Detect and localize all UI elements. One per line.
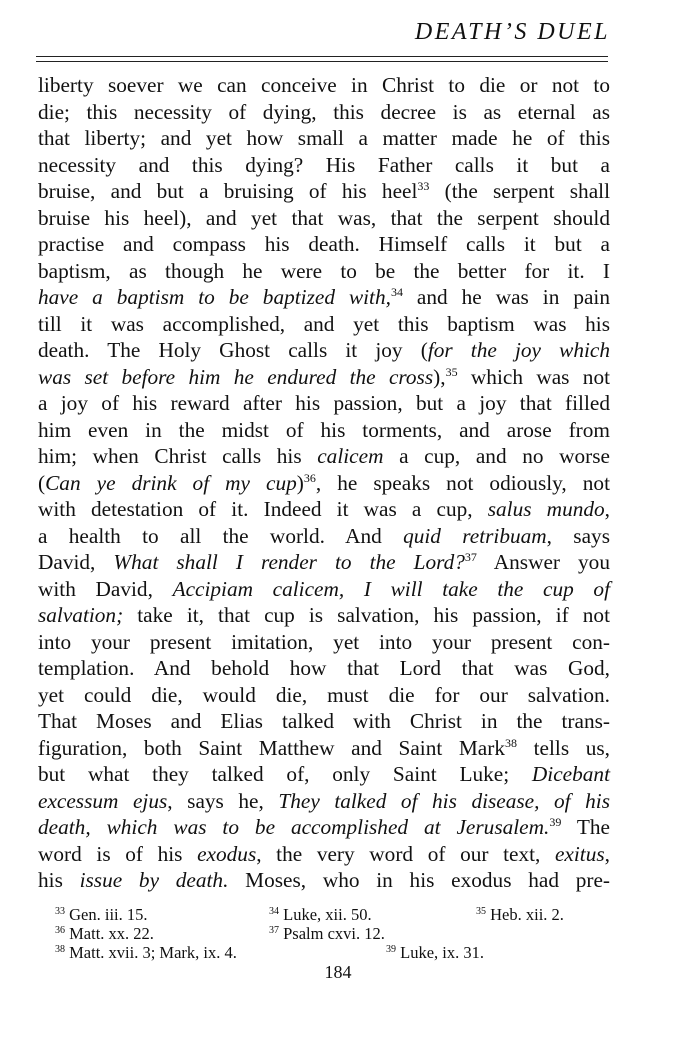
text-line: salvation; take it, that cup is salvation, his passion, if not (38, 603, 610, 627)
text-line: his issue by death. Moses, who in his exodus had pre- (38, 868, 611, 892)
text-line: was set before him he endured the cross),$^{35}$ which was not (38, 364, 611, 389)
text-line: yet could die, would die, must die for our salvation. (38, 682, 610, 707)
text-line: die; this necessity of dying, this decree is as eternal as (38, 99, 610, 124)
text-line: into your present imitation, yet into your present con- (38, 629, 610, 654)
text-line: him even in the midst of his torments, and arose from (38, 417, 610, 442)
text-line: with detestation of it. Indeed it was a cup, salus mundo, (38, 497, 610, 521)
text-line: but what they talked of, only Saint Luke; Dicebant (38, 762, 610, 786)
text-line: word is of his exodus, the very word of our text, exitus, (38, 841, 610, 866)
footnote: $^{36}$ Matt. xx. 22. (55, 924, 154, 943)
text-line: have a baptism to be baptized with,$^{34}$ and he was in pain (38, 285, 610, 309)
footnote: $^{34}$ Luke, xii. 50. (269, 905, 372, 924)
footnote: $^{38}$ Matt. xvii. 3; Mark, ix. 4. (55, 943, 237, 962)
text-line: a health to all the world. And quid retribuam, says (38, 523, 610, 548)
footnote-ref: 34 (390, 285, 403, 299)
footnote: $^{37}$ Psalm cxvi. 12. (269, 924, 385, 943)
text-line: (Can ye drink of my cup)$^{36}$, he speaks not odiously, not (38, 470, 610, 495)
text-line: excessum ejus, says he, They talked of his disease, of his (38, 788, 610, 813)
footnote-ref: 35 (445, 364, 458, 379)
footnote: $^{35}$ Heb. xii. 2. (476, 905, 564, 924)
text-line: figuration, both Saint Matthew and Saint Mark$^{38}$ tells us, (38, 735, 610, 760)
footnotes (55, 905, 615, 962)
page-number: 184 (324, 962, 352, 982)
footnote-ref: 36 (303, 470, 316, 485)
text-line: a joy of his reward after his passion, but a joy that filled (38, 391, 610, 415)
footnote-ref: 39 (549, 815, 562, 829)
running-title: DEATH’S DUEL (414, 19, 610, 45)
text-line: That Moses and Elias talked with Christ in the trans- (38, 709, 610, 733)
text-line: death, which was to be accomplished at Jerusalem.$^{39}$ The (38, 815, 610, 839)
header-rule-thin (36, 61, 608, 62)
footnote-ref: 38 (505, 735, 518, 750)
text-line: liberty soever we can conceive in Christ to die or not to (38, 73, 610, 97)
text-line: templation. And behold how that Lord that was God, (38, 656, 610, 680)
text-line: with David, Accipiam calicem, I will take the cup of (38, 576, 610, 601)
text-line: till it was accomplished, and yet this baptism was his (38, 311, 610, 336)
footnote: $^{39}$ Luke, ix. 31. (386, 943, 484, 962)
text-line: baptism, as though he were to be the better for it. I (38, 258, 610, 283)
text-line: bruise his heel), and yet that was, that the serpent should (38, 205, 610, 230)
header-rule (36, 56, 608, 57)
text-line: him; when Christ calls his calicem a cup, and no worse (38, 444, 610, 468)
footnote-ref: 37 (464, 550, 477, 564)
text-line: practise and compass his death. Himself calls it but a (38, 232, 610, 256)
text-line: bruise, and but a bruising of his heel$^{33}$ (the serpent shall (38, 179, 610, 203)
text-line: necessity and this dying? His Father calls it but a (38, 152, 610, 177)
text-line: that liberty; and yet how small a matter made he of this (38, 126, 610, 150)
text-line: death. The Holy Ghost calls it joy (for the joy which (38, 338, 610, 362)
text-line: David, What shall I render to the Lord?$^{37}$ Answer you (38, 550, 610, 574)
page-body (38, 72, 610, 894)
footnote-ref: 33 (417, 179, 430, 193)
footnote: $^{33}$ Gen. iii. 15. (55, 905, 148, 924)
